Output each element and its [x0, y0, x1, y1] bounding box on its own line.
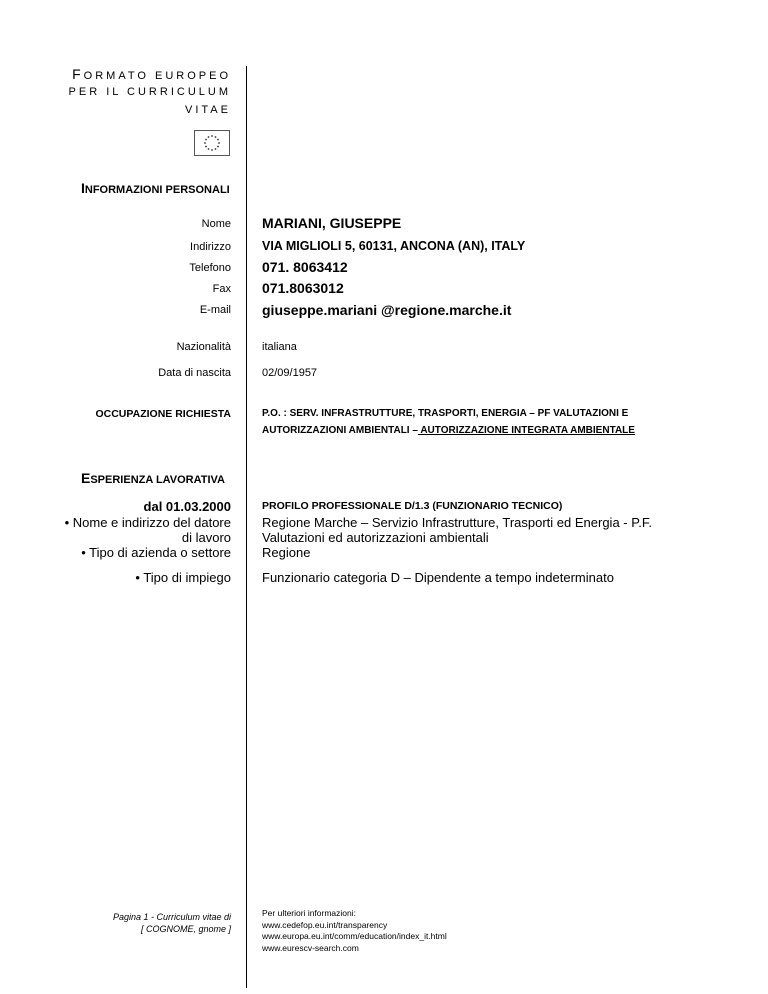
- label-data-nascita: Data di nascita: [158, 367, 231, 379]
- title-initial: F: [72, 66, 84, 82]
- title-line-3: VITAE: [185, 104, 231, 116]
- title-rest: ORMATO EUROPEO: [83, 70, 231, 82]
- value-profile: PROFILO PROFESSIONALE D/1.3 (FUNZIONARIO TECNICO): [262, 500, 563, 512]
- footer-page-info: [113, 911, 231, 935]
- label-sector: • Tipo di azienda o settore: [81, 545, 231, 560]
- title-line-1: [72, 66, 231, 82]
- value-data-nascita: 02/09/1957: [262, 367, 318, 379]
- occupation-line-1: P.O. : SERV. INFRASTRUTTURE, TRASPORTI, ENERGIA – PF VALUTAZIONI E: [262, 408, 629, 419]
- value-fax: 071.8063012: [262, 280, 344, 296]
- occupation-line-2: [262, 423, 635, 438]
- occupation-line-2-underlined: AUTORIZZAZIONE INTEGRATA AMBIENTALE: [417, 425, 635, 436]
- footer-links: [262, 908, 447, 954]
- value-nazionalita: italiana: [262, 341, 297, 353]
- label-email: E-mail: [199, 304, 231, 316]
- section-personal-info: [81, 180, 230, 196]
- value-nome: MARIANI, GIUSEPPE: [262, 215, 402, 231]
- label-indirizzo: Indirizzo: [190, 241, 231, 253]
- value-employer-2: Valutazioni ed autorizzazioni ambientali: [262, 530, 489, 545]
- footer-page-line-2: [ COGNOME, gnome ]: [140, 924, 231, 934]
- footer-link-2[interactable]: www.europa.eu.int/comm/education/index_it.html: [262, 931, 447, 941]
- section-initial: E: [81, 470, 91, 486]
- label-employer-1: • Nome e indirizzo del datore: [64, 515, 231, 530]
- footer-info-heading: Per ulteriori informazioni:: [262, 908, 357, 918]
- title-line-2: PER IL CURRICULUM: [68, 86, 231, 98]
- label-date: dal 01.03.2000: [143, 499, 231, 514]
- section-rest: NFORMAZIONI PERSONALI: [84, 184, 230, 196]
- eu-flag-icon: [194, 130, 230, 156]
- section-initial: I: [81, 180, 85, 196]
- label-occupazione: OCCUPAZIONE RICHIESTA: [95, 408, 231, 420]
- label-role: • Tipo di impiego: [135, 570, 231, 585]
- section-experience: [81, 470, 225, 486]
- footer-page-line-1: Pagina 1 - Curriculum vitae di: [112, 912, 231, 922]
- value-employer-1: Regione Marche – Servizio Infrastrutture, Trasporti ed Energia - P.F.: [262, 515, 652, 530]
- value-sector: Regione: [262, 545, 311, 560]
- column-divider: [246, 66, 247, 988]
- value-indirizzo: VIA MIGLIOLI 5, 60131, ANCONA (AN), ITALY: [262, 239, 526, 253]
- footer-link-1[interactable]: www.cedefop.eu.int/transparency: [262, 919, 388, 930]
- occupation-line-2-plain: AUTORIZZAZIONI AMBIENTALI –: [262, 425, 418, 436]
- label-nome: Nome: [201, 218, 231, 230]
- label-nazionalita: Nazionalità: [176, 341, 231, 353]
- section-rest: SPERIENZA LAVORATIVA: [90, 474, 225, 486]
- value-role: Funzionario categoria D – Dipendente a tempo indeterminato: [262, 570, 614, 585]
- footer-link-3[interactable]: www.eurescv-search.com: [262, 942, 359, 953]
- label-fax: Fax: [212, 283, 231, 295]
- label-employer-2: di lavoro: [181, 530, 231, 545]
- label-telefono: Telefono: [189, 262, 231, 274]
- value-email: giuseppe.mariani @regione.marche.it: [262, 302, 512, 318]
- value-telefono: 071. 8063412: [262, 259, 348, 275]
